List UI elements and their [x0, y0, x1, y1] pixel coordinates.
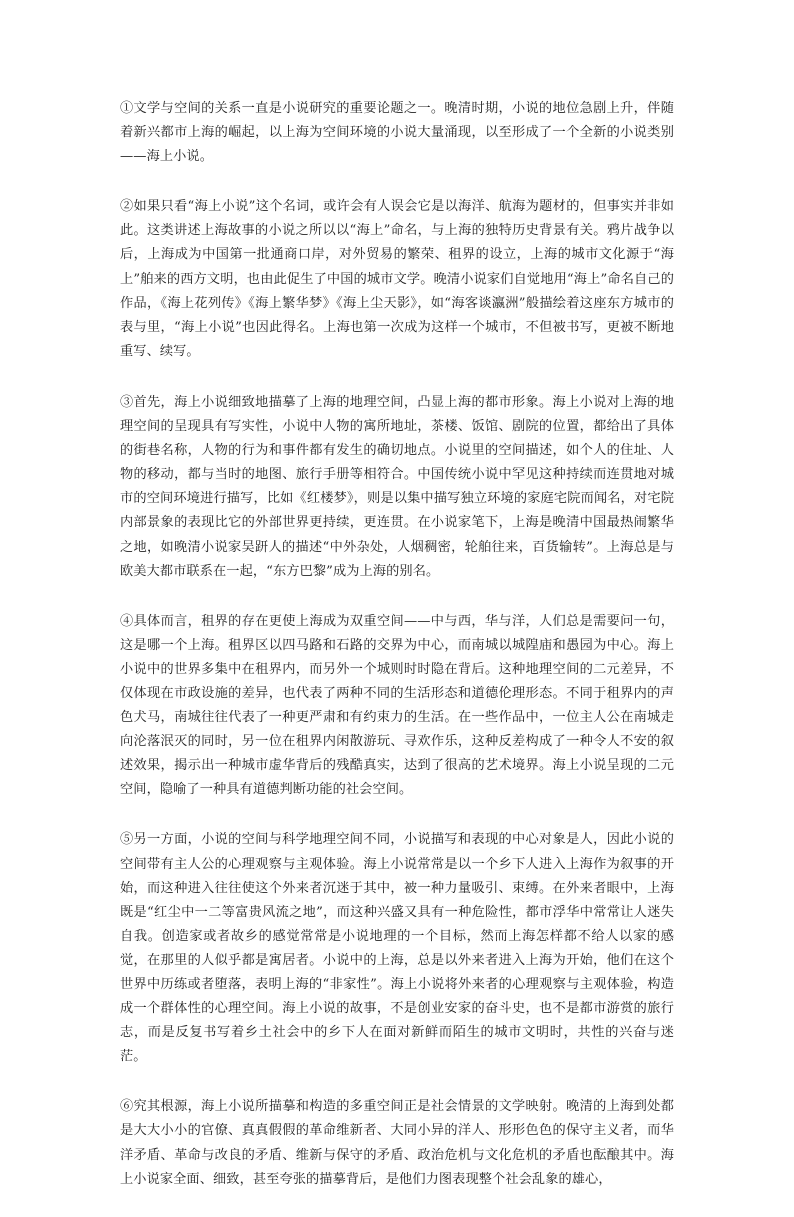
paragraph-2: ②如果只看“海上小说”这个名词，或许会有人误会它是以海洋、航海为题材的，但事实并非如此。这类讲述上海故事的小说之所以以“海上”命名，与上海的独特历史背景有关。鸦片战争以后，上海成为中国第一批通商口岸，对外贸易的繁荣、租界的设立，上海的城市文化源于“海上”舶来的西方文明，也由此促生了中国的城市文学。晚清小说家们自觉地用“海上”命名自己的作品，《海上花列传》《海上繁华梦》《海上尘天影》，如“海客谈瀛洲”般描绘着这座东方城市的表与里，“海上小说”也因此得名。上海也第一次成为这样一个城市，不但被书写，更被不断地重写、续写。: [120, 199, 674, 359]
paragraph-6: ⑥究其根源，海上小说所描摹和构造的多重空间正是社会情景的文学映射。晚清的上海到处都是大大小小的官僚、真真假假的革命维新者、大同小异的洋人、形形色色的保守主义者，而华洋矛盾、革命与改良的矛盾、维新与保守的矛盾、政治危机与文化危机的矛盾也酝酿其中。海上小说家全面、细致，甚至夸张的描摹背后，是他们力图表现整个社会乱象的雄心，: [120, 1099, 674, 1187]
paragraph-3: ③首先，海上小说细致地描摹了上海的地理空间，凸显上海的都市形象。海上小说对上海的地理空间的呈现具有写实性，小说中人物的寓所地址，茶楼、饭馆、剧院的位置，都给出了具体的街巷名称，人物的行为和事件都有发生的确切地点。小说里的空间描述，如个人的住址、人物的移动，都与当时的地图、旅行手册等相符合。中国传统小说中罕见这种持续而连贯地对城市的空间环境进行描写，比如《红楼梦》，则是以集中描写独立环境的家庭宅院而闻名，对宅院内部景象的表现比它的外部世界更持续，更连贯。在小说家笔下，上海是晚清中国最热闹繁华之地，如晚清小说家吴趼人的描述“中外杂处，人烟稠密，轮舶往来，百货输转”。上海总是与欧美大都市联系在一起，“东方巴黎”成为上海的别名。: [120, 394, 674, 579]
article-body: [120, 97, 674, 1217]
paragraph-4: ④具体而言，租界的存在更使上海成为双重空间——中与西，华与洋，人们总是需要问一句，这是哪一个上海。租界区以四马路和石路的交界为中心，而南城以城隍庙和愚园为中心。海上小说中的世界多集中在租界内，而另外一个城则时时隐在背后。这种地理空间的二元差异，不仅体现在市政设施的差异，也代表了两种不同的生活形态和道德伦理形态。不同于租界内的声色犬马，南城往往代表了一种更严肃和有约束力的生活。在一些作品中，一位主人公在南城走向沦落泯灭的同时，另一位在租界内闲散游玩、寻欢作乐，这种反差构成了一种令人不安的叙述效果，揭示出一种城市虚华背后的残酷真实，达到了很高的艺术境界。海上小说呈现的二元空间，隐喻了一种具有道德判断功能的社会空间。: [120, 613, 674, 798]
paragraph-5: ⑤另一方面，小说的空间与科学地理空间不同，小说描写和表现的中心对象是人，因此小说的空间带有主人公的心理观察与主观体验。海上小说常常是以一个乡下人进入上海作为叙事的开始，而这种进入往往使这个外来者沉迷于其中，被一种力量吸引、束缚。在外来者眼中，上海既是“红尘中一二等富贵风流之地”，而这种兴盛又具有一种危险性，都市浮华中常常让人迷失自我。创造家或者故乡的感觉常常是小说地理的一个目标，然而上海怎样都不给人以家的感觉，在那里的人似乎都是寓居者。小说中的上海，总是以外来者进入上海为开始，他们在这个世界中历练或者堕落，表明上海的“非家性”。海上小说将外来者的心理观察与主观体验，构造成一个群体性的心理空间。海上小说的故事，不是创业安家的奋斗史，也不是都市游赏的旅行志，而是反复书写着乡土社会中的乡下人在面对新鲜而陌生的城市文明时，共性的兴奋与迷茫。: [120, 832, 674, 1065]
paragraph-1: ①文学与空间的关系一直是小说研究的重要论题之一。晚清时期，小说的地位急剧上升，伴随着新兴都市上海的崛起，以上海为空间环境的小说大量涌现，以至形成了一个全新的小说类别——海上小说。: [120, 101, 674, 165]
